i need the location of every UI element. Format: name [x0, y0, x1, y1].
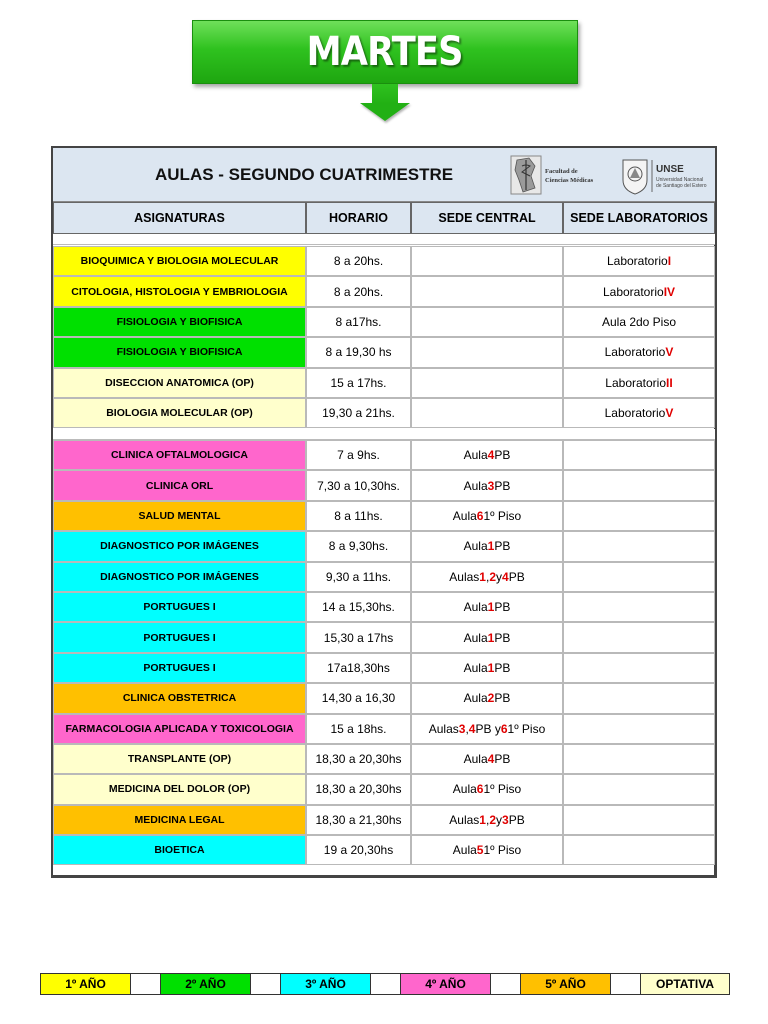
- legend-item: OPTATIVA: [641, 974, 729, 994]
- room-text: 1º Piso: [483, 782, 522, 797]
- sede-central-cell: [411, 805, 563, 835]
- room-number: 5: [476, 843, 484, 858]
- schedule-cell: 7,30 a 10,30hs.: [306, 470, 411, 500]
- legend-gap: [131, 974, 161, 994]
- down-arrow-shaft: [372, 84, 398, 104]
- sede-central-cell: [411, 683, 563, 713]
- day-banner: [192, 20, 578, 120]
- legend-item: 2º AÑO: [161, 974, 251, 994]
- room-text: Aula: [452, 508, 477, 523]
- table-row: [53, 501, 715, 531]
- sede-laboratorios-cell: [563, 562, 715, 592]
- room-text: PB: [494, 478, 511, 493]
- sede-central-cell: [411, 501, 563, 531]
- schedule-cell: 19 a 20,30hs: [306, 835, 411, 865]
- subject-cell: CLINICA OFTALMOLOGICA: [53, 440, 306, 470]
- sede-central-cell: [411, 337, 563, 367]
- sede-laboratorios-cell: [563, 307, 715, 337]
- table-row: [53, 276, 715, 306]
- day-banner-box: [192, 20, 578, 84]
- header-sede-laboratorios: SEDE LABORATORIOS: [563, 202, 715, 234]
- room-text: 1º Piso: [507, 721, 546, 736]
- fcm-logo-line2: Ciencias Médicas: [545, 177, 594, 184]
- table-row: [53, 653, 715, 683]
- room-number: 3: [502, 812, 509, 827]
- subject-cell: SALUD MENTAL: [53, 501, 306, 531]
- unse-logo-line2: de Santiago del Estero: [656, 183, 707, 189]
- room-text: Aula: [452, 843, 477, 858]
- subject-cell: PORTUGUES I: [53, 592, 306, 622]
- schedule-cell: 14 a 15,30hs.: [306, 592, 411, 622]
- table-row: [53, 562, 715, 592]
- schedule-cell: 8 a 19,30 hs: [306, 337, 411, 367]
- down-arrow-icon: [360, 103, 410, 121]
- unse-logo-line1: Universidad Nacional: [656, 177, 704, 183]
- sede-laboratorios-cell: [563, 276, 715, 306]
- schedule-cell: 15 a 18hs.: [306, 714, 411, 744]
- subject-cell: TRANSPLANTE (OP): [53, 744, 306, 774]
- room-text: PB: [494, 752, 511, 767]
- schedule-cell: 8 a 20hs.: [306, 246, 411, 276]
- room-number: 1: [479, 569, 486, 584]
- room-text: PB: [494, 630, 511, 645]
- room-text: PB: [494, 600, 511, 615]
- day-title: MARTES: [307, 29, 463, 75]
- subject-cell: DIAGNOSTICO POR IMÁGENES: [53, 531, 306, 561]
- table-row: [53, 440, 715, 470]
- sede-laboratorios-cell: [563, 368, 715, 398]
- sede-laboratorios-cell: [563, 653, 715, 683]
- table-row: [53, 470, 715, 500]
- room-number: 4: [487, 752, 495, 767]
- sede-laboratorios-cell: [563, 714, 715, 744]
- sede-central-cell: [411, 276, 563, 306]
- subject-cell: CLINICA OBSTETRICA: [53, 683, 306, 713]
- table-row: [53, 835, 715, 865]
- room-text: Aula: [463, 630, 488, 645]
- subject-cell: PORTUGUES I: [53, 622, 306, 652]
- room-text: Aula: [463, 600, 488, 615]
- room-number: 6: [476, 508, 484, 523]
- legend-gap: [611, 974, 641, 994]
- subject-cell: BIOLOGIA MOLECULAR (OP): [53, 398, 306, 428]
- room-number: V: [665, 345, 674, 360]
- room-number: 4: [502, 569, 509, 584]
- room-number: 4: [487, 448, 495, 463]
- sede-central-cell: [411, 714, 563, 744]
- subject-cell: DISECCION ANATOMICA (OP): [53, 368, 306, 398]
- sede-central-cell: [411, 368, 563, 398]
- legend-gap: [491, 974, 521, 994]
- sede-laboratorios-cell: [563, 805, 715, 835]
- table-row: [53, 592, 715, 622]
- table-title-row: [53, 148, 715, 202]
- table-row: [53, 805, 715, 835]
- sede-laboratorios-cell: [563, 246, 715, 276]
- room-number: 1: [487, 539, 495, 554]
- subject-cell: CITOLOGIA, HISTOLOGIA Y EMBRIOLOGIA: [53, 276, 306, 306]
- schedule-cell: 18,30 a 20,30hs: [306, 744, 411, 774]
- table-row: [53, 368, 715, 398]
- room-text: PB: [494, 539, 511, 554]
- sede-central-cell: [411, 562, 563, 592]
- sede-central-cell: [411, 653, 563, 683]
- room-number: 6: [476, 782, 484, 797]
- subject-cell: MEDICINA LEGAL: [53, 805, 306, 835]
- room-number: 1: [487, 660, 495, 675]
- room-text: 1º Piso: [483, 843, 522, 858]
- table-row: [53, 531, 715, 561]
- schedule-cell: 8 a 20hs.: [306, 276, 411, 306]
- room-number: 1: [487, 630, 495, 645]
- room-text: PB y: [475, 721, 501, 736]
- schedule-cell: 7 a 9hs.: [306, 440, 411, 470]
- schedule-cell: 15,30 a 17hs: [306, 622, 411, 652]
- room-text: Laboratorio: [604, 406, 666, 421]
- sede-laboratorios-cell: [563, 835, 715, 865]
- schedule-cell: 17a18,30hs: [306, 653, 411, 683]
- room-text: ,: [465, 721, 469, 736]
- schedule-cell: 18,30 a 21,30hs: [306, 805, 411, 835]
- unse-logo-icon: [619, 154, 715, 196]
- room-text: y: [496, 812, 503, 827]
- sede-laboratorios-cell: [563, 501, 715, 531]
- unse-logo-acronym: UNSE: [656, 164, 684, 175]
- header-asignaturas: ASIGNATURAS: [53, 202, 306, 234]
- room-text: 1º Piso: [483, 508, 522, 523]
- room-text: Aula: [463, 660, 488, 675]
- schedule-table: [51, 146, 717, 878]
- table-title: AULAS - SEGUNDO CUATRIMESTRE: [155, 165, 454, 184]
- room-text: PB: [494, 660, 511, 675]
- room-number: 6: [500, 721, 508, 736]
- subject-cell: FISIOLOGIA Y BIOFISICA: [53, 307, 306, 337]
- legend-item: 1º AÑO: [41, 974, 131, 994]
- schedule-cell: 8 a17hs.: [306, 307, 411, 337]
- room-number: II: [666, 375, 673, 390]
- room-number: 1: [487, 600, 495, 615]
- year-legend: [40, 973, 730, 995]
- room-text: Aula: [463, 752, 488, 767]
- header-sede-central: SEDE CENTRAL: [411, 202, 563, 234]
- column-header-row: [53, 202, 715, 234]
- room-number: 3: [458, 721, 466, 736]
- room-text: PB: [494, 691, 511, 706]
- room-text: Laboratorio: [604, 345, 666, 360]
- room-text: ,: [485, 812, 490, 827]
- room-text: Aula: [463, 691, 488, 706]
- room-number: I: [667, 254, 672, 269]
- room-number: V: [665, 406, 674, 421]
- group-laboratorios: [53, 246, 715, 428]
- sede-laboratorios-cell: [563, 683, 715, 713]
- sede-central-cell: [411, 246, 563, 276]
- legend-item: 3º AÑO: [281, 974, 371, 994]
- room-text: Aula: [463, 539, 488, 554]
- group-sede-central: [53, 440, 715, 865]
- fcm-logo-icon: [509, 154, 621, 196]
- room-text: Laboratorio: [605, 375, 667, 390]
- table-row: [53, 744, 715, 774]
- room-text: ,: [485, 569, 490, 584]
- legend-item: 4º AÑO: [401, 974, 491, 994]
- spacer-row: [53, 234, 715, 245]
- room-text: y: [496, 569, 503, 584]
- sede-central-cell: [411, 470, 563, 500]
- room-text: Laboratorio: [602, 284, 664, 299]
- sede-central-cell: [411, 398, 563, 428]
- room-text: Aula: [463, 448, 488, 463]
- schedule-cell: 15 a 17hs.: [306, 368, 411, 398]
- sede-central-cell: [411, 307, 563, 337]
- subject-cell: BIOQUIMICA Y BIOLOGIA MOLECULAR: [53, 246, 306, 276]
- legend-gap: [251, 974, 281, 994]
- sede-central-cell: [411, 440, 563, 470]
- room-text: Aula 2do Piso: [601, 314, 677, 329]
- room-number: 2: [489, 812, 497, 827]
- subject-cell: BIOETICA: [53, 835, 306, 865]
- room-text: PB: [494, 448, 511, 463]
- subject-cell: MEDICINA DEL DOLOR (OP): [53, 774, 306, 804]
- room-text: Aulas: [449, 569, 480, 584]
- table-row: [53, 307, 715, 337]
- schedule-cell: 14,30 a 16,30: [306, 683, 411, 713]
- sede-central-cell: [411, 531, 563, 561]
- room-text: Aula: [463, 478, 488, 493]
- table-row: [53, 398, 715, 428]
- legend-item: 5º AÑO: [521, 974, 611, 994]
- table-row: [53, 683, 715, 713]
- sede-central-cell: [411, 592, 563, 622]
- room-number: 2: [487, 691, 495, 706]
- sede-central-cell: [411, 774, 563, 804]
- sede-laboratorios-cell: [563, 398, 715, 428]
- room-number: 3: [487, 478, 495, 493]
- legend-gap: [371, 974, 401, 994]
- schedule-cell: 18,30 a 20,30hs: [306, 774, 411, 804]
- header-horario: HORARIO: [306, 202, 411, 234]
- sede-central-cell: [411, 744, 563, 774]
- table-row: [53, 622, 715, 652]
- sede-laboratorios-cell: [563, 744, 715, 774]
- schedule-cell: 8 a 9,30hs.: [306, 531, 411, 561]
- subject-cell: DIAGNOSTICO POR IMÁGENES: [53, 562, 306, 592]
- sede-laboratorios-cell: [563, 440, 715, 470]
- room-number: 4: [468, 721, 476, 736]
- room-number: IV: [663, 284, 676, 299]
- room-text: Aulas: [449, 812, 480, 827]
- subject-cell: PORTUGUES I: [53, 653, 306, 683]
- sede-laboratorios-cell: [563, 470, 715, 500]
- sede-laboratorios-cell: [563, 592, 715, 622]
- schedule-cell: 9,30 a 11hs.: [306, 562, 411, 592]
- sede-laboratorios-cell: [563, 337, 715, 367]
- room-text: PB: [508, 812, 525, 827]
- sede-central-cell: [411, 622, 563, 652]
- spacer-row: [53, 429, 715, 440]
- room-text: Aulas: [428, 721, 459, 736]
- room-text: Laboratorio: [606, 254, 668, 269]
- sede-laboratorios-cell: [563, 622, 715, 652]
- room-number: 2: [489, 569, 497, 584]
- sede-laboratorios-cell: [563, 774, 715, 804]
- schedule-cell: 19,30 a 21hs.: [306, 398, 411, 428]
- subject-cell: FARMACOLOGIA APLICADA Y TOXICOLOGIA: [53, 714, 306, 744]
- room-text: Aula: [452, 782, 477, 797]
- fcm-logo-line1: Facultad de: [545, 168, 578, 175]
- table-row: [53, 774, 715, 804]
- sede-laboratorios-cell: [563, 531, 715, 561]
- table-row: [53, 337, 715, 367]
- room-text: PB: [508, 569, 525, 584]
- schedule-cell: 8 a 11hs.: [306, 501, 411, 531]
- subject-cell: CLINICA ORL: [53, 470, 306, 500]
- sede-central-cell: [411, 835, 563, 865]
- room-number: 1: [479, 812, 486, 827]
- subject-cell: FISIOLOGIA Y BIOFISICA: [53, 337, 306, 367]
- table-row: [53, 246, 715, 276]
- table-row: [53, 714, 715, 744]
